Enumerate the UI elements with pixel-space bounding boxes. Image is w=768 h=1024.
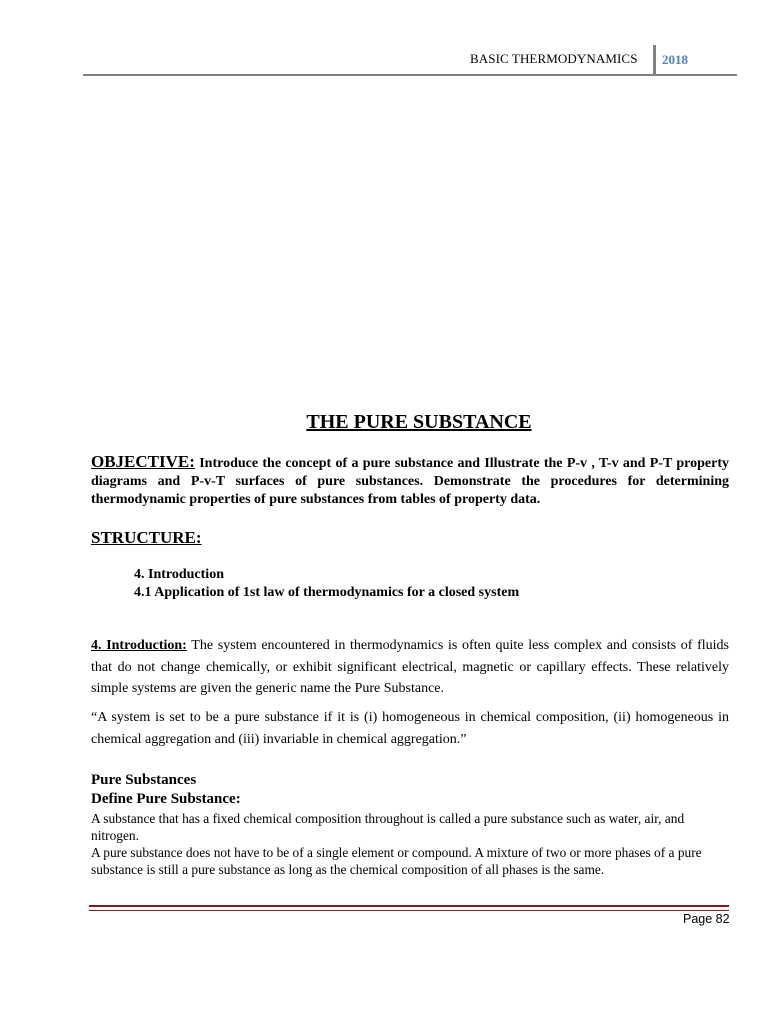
structure-heading: STRUCTURE: (91, 528, 202, 547)
running-header-year: 2018 (662, 52, 688, 67)
pure-substances-heading: Pure Substances (91, 772, 197, 788)
objective-label: OBJECTIVE: (91, 452, 195, 471)
pure-substance-body (91, 810, 729, 878)
body-paragraph: A pure substance does not have to be of a single element or compound. A mixture of two or more phases of a pure substance is still a pure substance as long as the chemical composition of all phases is the same. (91, 845, 702, 877)
introduction-text: The system encountered in thermodynamics is often quite less complex and consists of fluids that do not change chemically, or exhibit significant electrical, magnetic or capillary effects. These relatively simple systems are given the generic name the Pure Substance. (91, 638, 729, 696)
page-number: Page 82 (683, 912, 730, 926)
structure-item: 4.1 Application of 1st law of thermodynamics for a closed system (134, 585, 520, 600)
page-title: THE PURE SUBSTANCE (306, 411, 532, 433)
structure-item: 4. Introduction (134, 567, 224, 582)
footer-rule (89, 905, 729, 907)
running-header-title: BASIC THERMODYNAMICS (470, 51, 638, 66)
definition-quote: “A system is set to be a pure substance if it is (i) homogeneous in chemical composition, (ii) homogeneous in chemical aggregation and (iii) invariable in chemical aggregation.” (91, 710, 729, 747)
body-paragraph: A substance that has a fixed chemical composition throughout is called a pure substance such as water, air, and nitrogen. (91, 811, 685, 843)
header-rule (83, 74, 737, 76)
footer-rule-thin (89, 910, 729, 911)
define-pure-substance-heading: Define Pure Substance: (91, 791, 241, 807)
pure-substances-headings (91, 771, 729, 809)
objective-paragraph (91, 453, 729, 509)
introduction-paragraph (91, 635, 729, 700)
introduction-label: 4. Introduction: (91, 638, 187, 653)
objective-text: Introduce the concept of a pure substance and Illustrate the P-v , T-v and P-T property diagrams and P-v-T surfaces of pure substances. Demonstrate the procedures for determining thermodynamic properties of pure substances from tables of property data. (91, 456, 729, 507)
header-divider (653, 45, 656, 74)
